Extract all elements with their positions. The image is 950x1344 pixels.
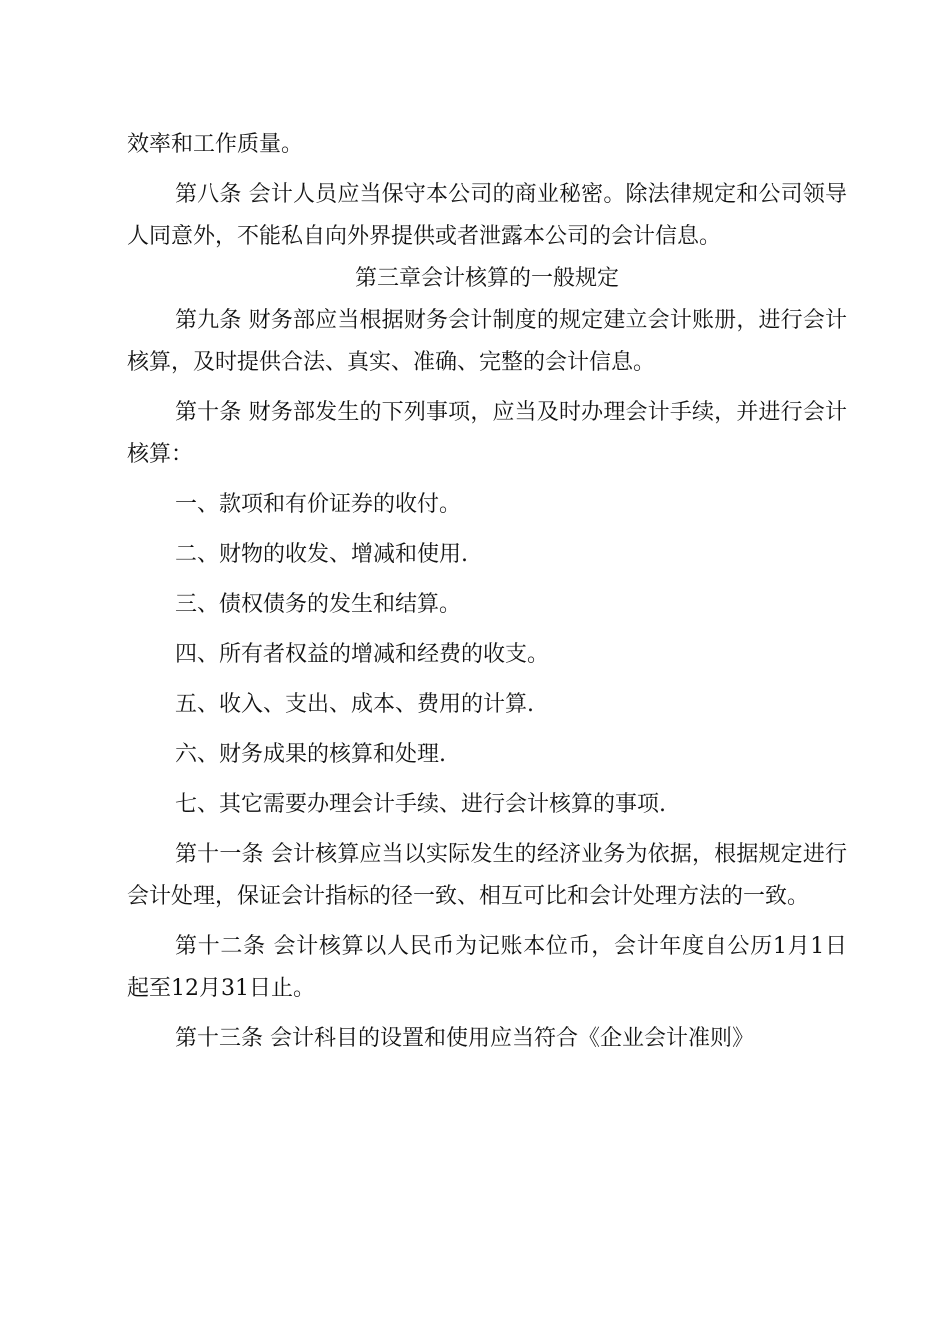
article-11: 第十一条 会计核算应当以实际发生的经济业务为依据，根据规定进行会计处理，保证会计指标的径一致、相互可比和会计处理方法的一致。 — [127, 842, 847, 909]
list-item-2: 二、财物的收发、增减和使用. — [175, 542, 468, 567]
article-13: 第十三条 会计科目的设置和使用应当符合《企业会计准则》 — [175, 1026, 754, 1051]
list-item-4: 四、所有者权益的增减和经费的收支。 — [175, 642, 550, 667]
list-item-1: 一、款项和有价证券的收付。 — [175, 492, 462, 517]
list-item-7: 七、其它需要办理会计手续、进行会计核算的事项. — [175, 792, 666, 817]
article-9: 第九条 财务部应当根据财务会计制度的规定建立会计账册，进行会计核算，及时提供合法、真实、准确、完整的会计信息。 — [127, 308, 847, 375]
paragraph-continuation: 效率和工作质量。 — [127, 132, 304, 157]
document-page — [127, 124, 847, 1060]
list-item-3: 三、债权债务的发生和结算。 — [175, 592, 462, 617]
article-10: 第十条 财务部发生的下列事项，应当及时办理会计手续，并进行会计核算： — [127, 400, 847, 467]
article-8: 第八条 会计人员应当保守本公司的商业秘密。除法律规定和公司领导人同意外，不能私自向外界提供或者泄露本公司的会计信息。 — [127, 182, 847, 249]
article-12: 第十二条 会计核算以人民币为记账本位币，会计年度自公历1月1日起至12月31日止。 — [127, 934, 847, 1001]
chapter-heading: 第三章会计核算的一般规定 — [354, 266, 619, 291]
list-item-5: 五、收入、支出、成本、费用的计算. — [175, 692, 534, 717]
list-item-6: 六、财务成果的核算和处理. — [175, 742, 446, 767]
